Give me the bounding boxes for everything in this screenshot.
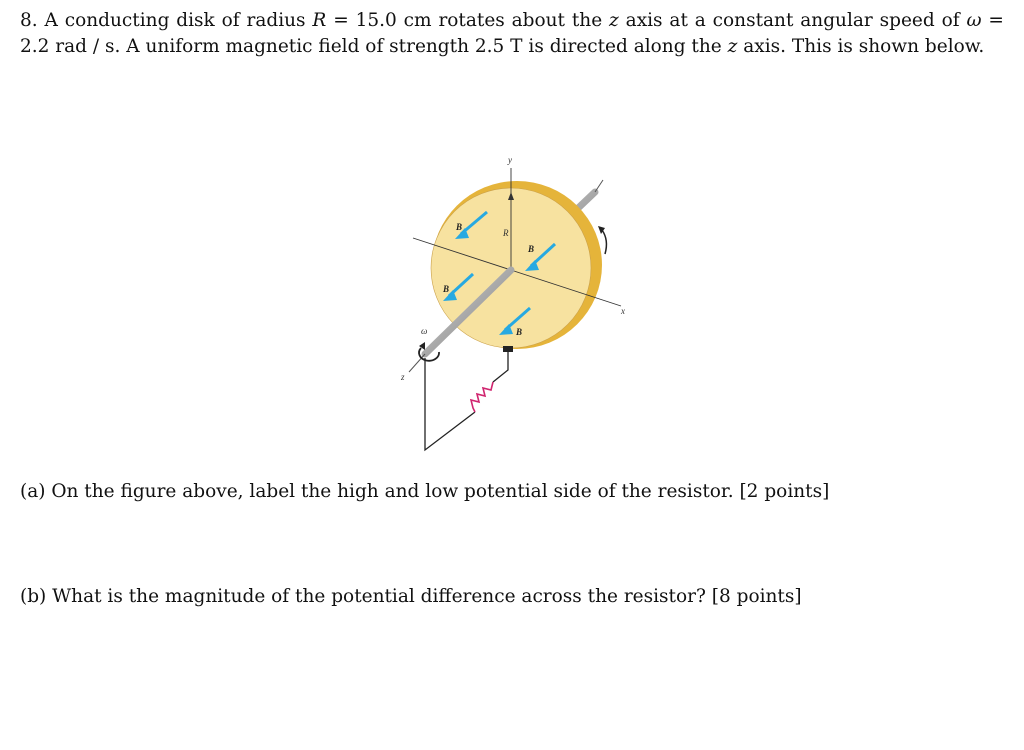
question-a: (a) On the figure above, label the high and low potential side of the resistor. [2 points] (20, 481, 830, 502)
field-label-4: B (516, 327, 523, 337)
z-axis-symbol: z (609, 10, 619, 31)
disk-figure (395, 150, 635, 460)
problem-text-2: axis at a constant angular speed of (625, 10, 960, 31)
radius-label: R (503, 228, 509, 238)
radius-symbol: R (312, 10, 327, 31)
question-b: (b) What is the magnitude of the potential difference across the resistor? [8 points] (20, 586, 802, 607)
z-axis-symbol-2: z (727, 36, 738, 57)
brush-contact (503, 346, 513, 352)
field-label-3: B (443, 284, 450, 294)
z-axis-label: z (401, 372, 405, 382)
field-label-1: B (456, 222, 463, 232)
resistor (471, 382, 493, 412)
omega-symbol: ω (966, 10, 982, 31)
z-axis-rear (595, 180, 603, 192)
y-axis-label: y (508, 155, 512, 165)
problem-statement (20, 8, 1004, 60)
problem-number: 8. (20, 10, 38, 31)
problem-text-4: axis. This is shown below. (743, 36, 985, 57)
disk-diagram (395, 150, 635, 460)
omega-label: ω (421, 326, 428, 336)
problem-text-1: A conducting disk of radius (44, 10, 306, 31)
field-label-2: B (528, 244, 535, 254)
circuit-wire-left (425, 358, 475, 450)
z-axis-front (409, 354, 425, 372)
problem-text-3: = 2.2 rad / s. A uniform magnetic field of strength 2.5 T is directed along the (20, 10, 1004, 57)
rotation-arrow (602, 230, 606, 254)
circuit-wire-right (493, 352, 508, 382)
x-axis-label: x (621, 306, 625, 316)
radius-value: = 15.0 cm rotates about the (333, 10, 603, 31)
